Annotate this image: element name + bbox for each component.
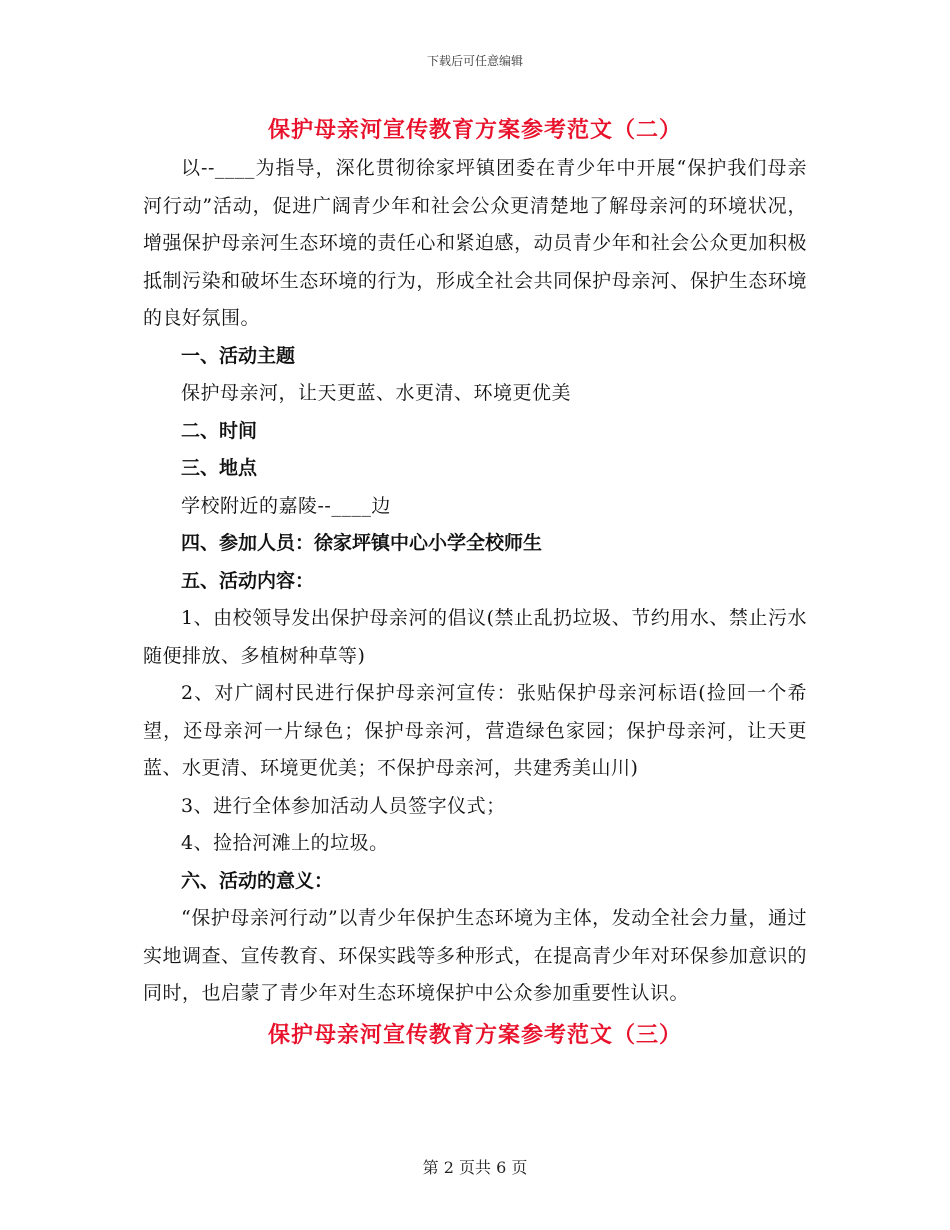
- page-number: 第 2 页共 6 页: [422, 1158, 528, 1177]
- section-theme-heading: 一、活动主题: [181, 344, 296, 367]
- section-content-heading: 五、活动内容：: [181, 569, 315, 592]
- section-meaning-text: “保护母亲河行动”以青少年保护生态环境为主体，发动全社会力量，通过实地调查、宣传教育、环保实践等多种形式，在提高青少年对环保参加意识的同时，也启蒙了青少年对生态环境保护中公众参加重要性认识。: [143, 907, 807, 1004]
- document-page: [143, 112, 807, 1055]
- section-place-heading: 三、地点: [181, 457, 258, 479]
- section-place-text: 学校附近的嘉陵--____边: [181, 494, 391, 517]
- section-time-heading: 二、时间: [181, 419, 258, 442]
- section-meaning-heading: 六、活动的意义：: [181, 869, 334, 892]
- section-participants-heading: 四、参加人员：徐家坪镇中心小学全校师生: [181, 532, 543, 554]
- next-document-title: 保护母亲河宣传教育方案参考范文（三）: [267, 1021, 682, 1048]
- content-item: 3、进行全体参加活动人员签字仪式；: [181, 794, 506, 817]
- intro-paragraph: 以--____为指导，深化贯彻徐家坪镇团委在青少年中开展“保护我们母亲河行动”活动，促进广阔青少年和社会公众更清楚地了解母亲河的环境状况，增强保护母亲河生态环境的责任心和紧迫感，动员青少年和社会公众更加积极抵制污染和破坏生态环境的行为，形成全社会共同保护母亲河、保护生态环境的良好氛围。: [143, 157, 807, 329]
- header-note: 下载后可任意编辑: [426, 54, 523, 68]
- section-theme-text: 保护母亲河，让天更蓝、水更清、环境更优美: [181, 382, 572, 404]
- content-item: 2、对广阔村民进行保护母亲河宣传：张贴保护母亲河标语(捡回一个希望，还母亲河一片绿色；保护母亲河，营造绿色家园；保护母亲河，让天更蓝、水更清、环境更优美；不保护母亲河，共建秀美山川): [143, 682, 807, 779]
- document-title: 保护母亲河宣传教育方案参考范文（二）: [267, 117, 682, 143]
- content-item: 4、捡拾河滩上的垃圾。: [181, 832, 389, 854]
- content-item: 1、由校领导发出保护母亲河的倡议(禁止乱扔垃圾、节约用水、禁止污水随便排放、多植树种草等): [143, 607, 807, 667]
